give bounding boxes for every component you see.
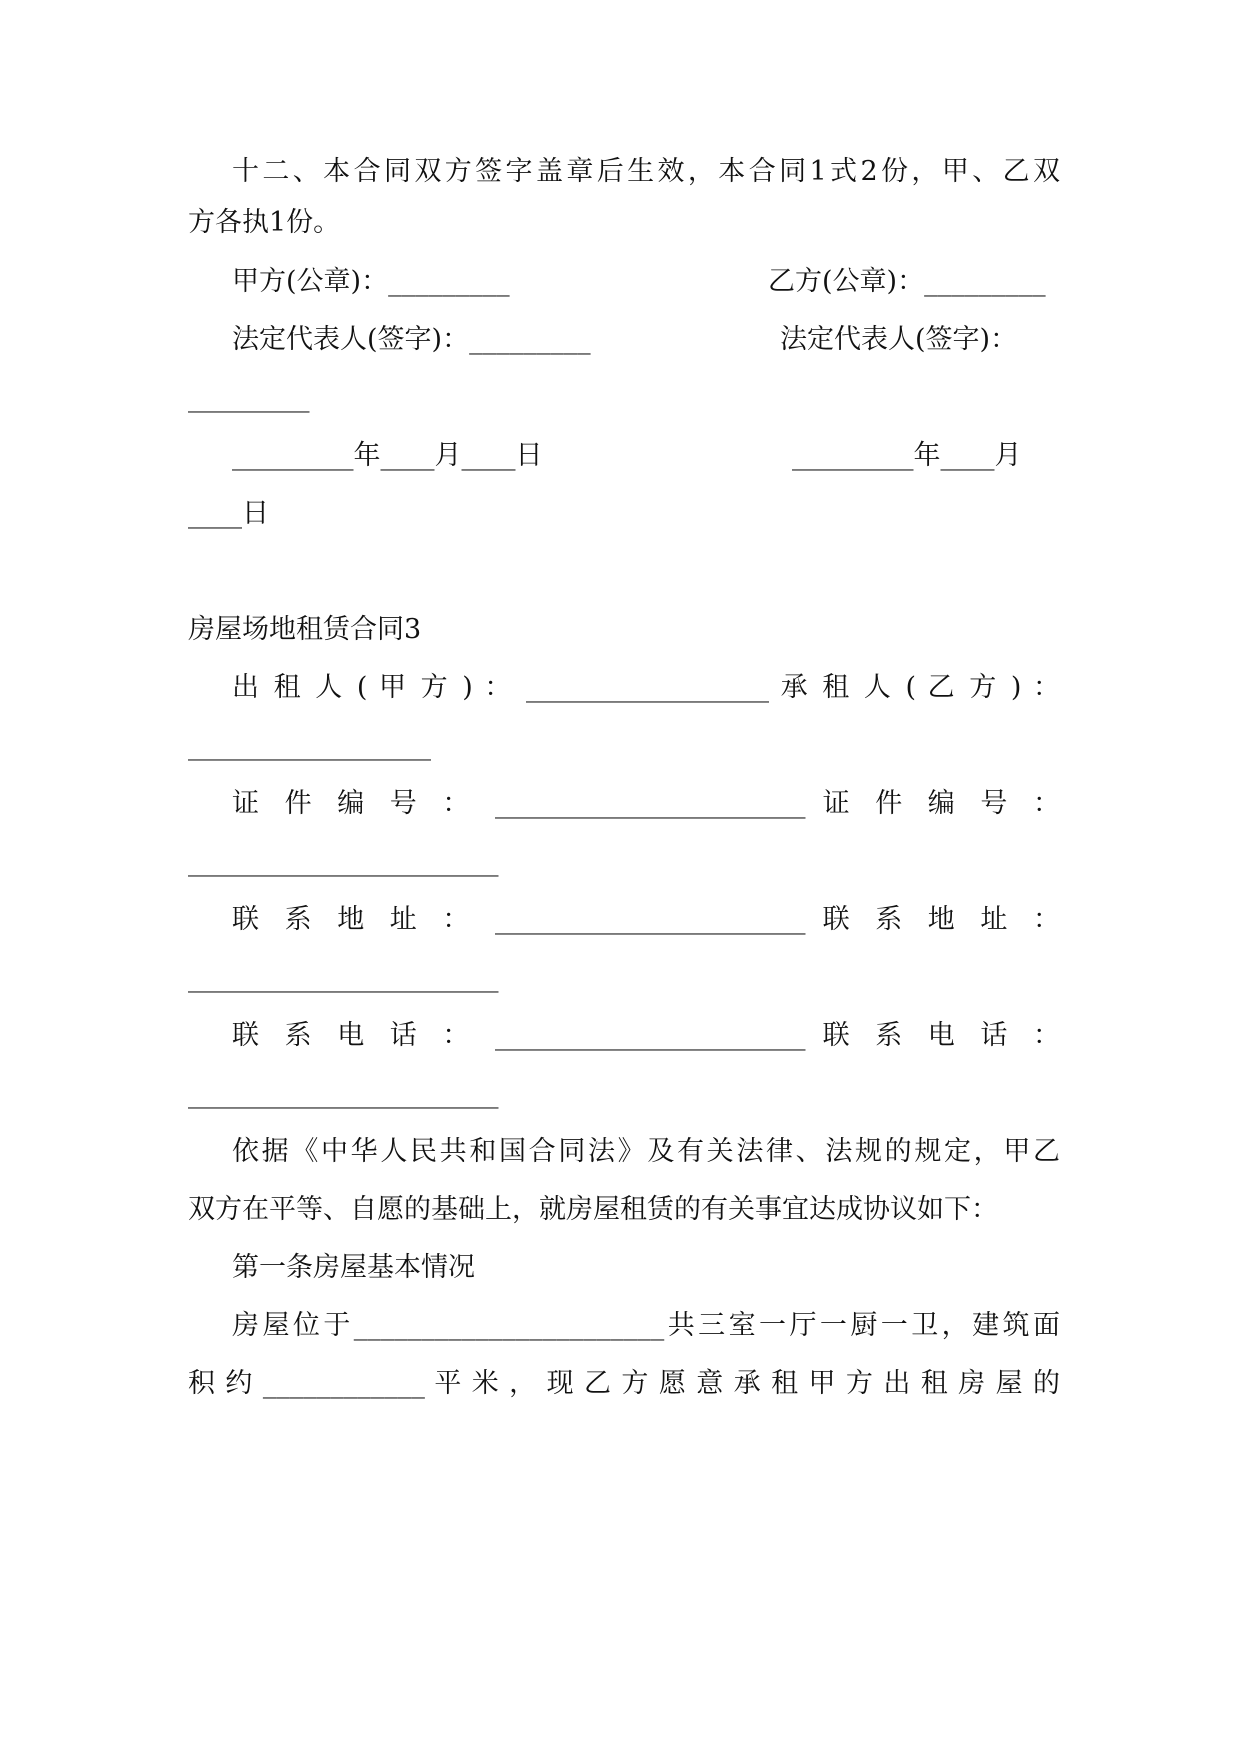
basis-paragraph-line-2: 双方在平等、自愿的基础上，就房屋租赁的有关事宜达成协议如下： (188, 1194, 998, 1225)
party-b-date: _________年____月 (792, 440, 1022, 471)
phone-blank: _______________________ (188, 1078, 499, 1109)
phone-line: 联 系 电 话 ： _______________________ 联 系 电 话 ： (232, 1020, 1060, 1051)
address-blank: _______________________ (188, 962, 499, 993)
address-line: 联 系 地 址 ： _______________________ 联 系 地 址 ： (232, 904, 1060, 935)
lessor-lessee-line: 出 租 人 ( 甲 方 ) ： __________________ 承 租 人 ( 乙 方 ) ： (232, 672, 1060, 703)
id-number-line: 证 件 编 号 ： _______________________ 证 件 编 号 ： (232, 788, 1060, 819)
clause-12-line-1: 十二、本合同双方签字盖章后生效，本合同1式2份，甲、乙双 (232, 156, 1060, 187)
party-b-seal: 乙方(公章)：_________ (768, 266, 1046, 297)
party-b-representative-blank: _________ (188, 382, 310, 413)
lessee-blank: __________________ (188, 730, 431, 761)
article-1-heading: 第一条房屋基本情况 (232, 1252, 475, 1283)
id-number-blank: _______________________ (188, 846, 499, 877)
article-1-line-2: 积 约 ____________ 平 米 ， 现 乙 方 愿 意 承 租 甲 方 出 租 房 屋 的 (188, 1368, 1060, 1399)
party-b-date-day: ____日 (188, 498, 269, 529)
party-a-seal: 甲方(公章)：_________ (232, 266, 510, 297)
party-a-representative: 法定代表人(签字)：_________ (232, 324, 591, 355)
party-b-representative: 法定代表人(签字)： (780, 324, 1018, 355)
article-1-line-1: 房屋位于_______________________共三室一厅一厨一卫，建筑面 (232, 1310, 1060, 1341)
party-a-date: _________年____月____日 (232, 440, 543, 471)
basis-paragraph-line-1: 依据《中华人民共和国合同法》及有关法律、法规的规定，甲乙 (232, 1136, 1060, 1167)
clause-12-line-2: 方各执1份。 (188, 207, 341, 238)
contract-title: 房屋场地租赁合同3 (188, 614, 422, 645)
